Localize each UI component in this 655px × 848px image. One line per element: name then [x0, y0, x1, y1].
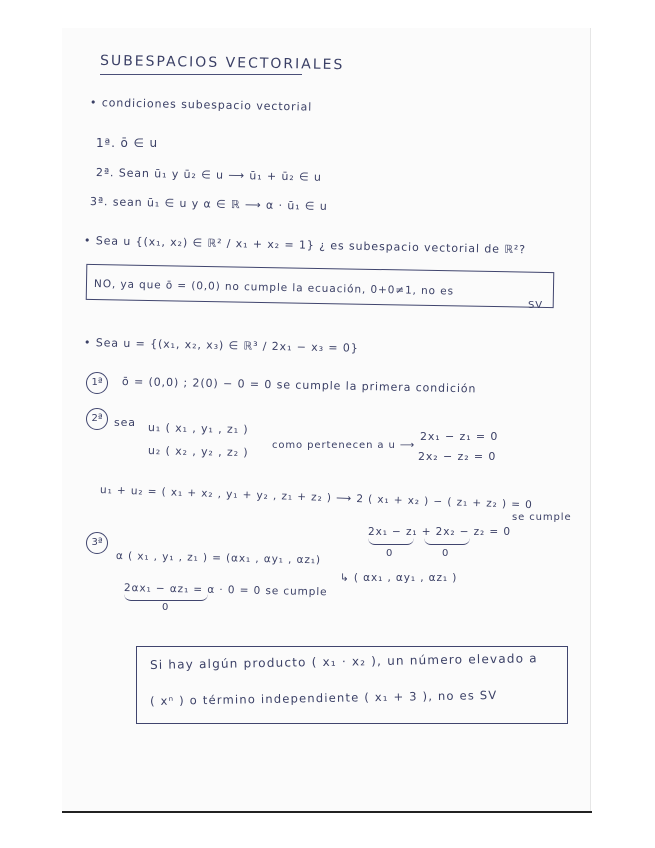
step2-sea: sea — [114, 416, 136, 429]
step2-cumple: se cumple — [512, 512, 572, 523]
step3-line2: ↳ ( αx₁ , αy₁ , αz₁ ) — [340, 572, 458, 584]
step1-text: ō = (0,0) ; 2(0) − 0 = 0 se cumple la primera condición — [121, 375, 477, 396]
example1-answer: NO, ya que ō = (0,0) no cumple la ecuación, 0+0≠1, no es — [93, 278, 455, 298]
page-bottom-edge — [62, 811, 592, 813]
step2-brace1 — [368, 538, 414, 545]
condition-1: 1ª. ō ∈ u — [96, 136, 159, 150]
step3-line1: α ( x₁ , y₁ , z₁ ) = (αx₁ , αy₁ , αz₁) — [115, 550, 322, 567]
step2-eq2: 2x₂ − z₂ = 0 — [418, 450, 497, 463]
step2-sum: u₁ + u₂ = ( x₁ + x₂ , y₁ + y₂ , z₁ + z₂ ) ⟶ 2 ( x₁ + x₂ ) − ( z₁ + z₂ ) = 0 — [99, 484, 533, 512]
step2-como: como pertenecen a u ⟶ — [272, 440, 416, 451]
page-title: SUBESPACIOS VECTORIALES — [99, 52, 345, 74]
step3-eq: 2αx₁ − αz₁ = α · 0 = 0 se cumple — [123, 582, 328, 599]
step2-u1: u₁ ( x₁ , y₁ , z₁ ) — [147, 421, 249, 437]
note-line-2: ( xⁿ ) o término independiente ( x₁ + 3 ), no es SV — [149, 687, 498, 708]
condition-2: 2ª. Sean ū₁ y ū₂ ∈ u ⟶ ū₁ + ū₂ ∈ u — [95, 166, 322, 184]
condition-3: 3ª. sean ū₁ ∈ u y α ∈ ℝ ⟶ α · ū₁ ∈ u — [89, 195, 328, 213]
example1-question: • Sea u {(x₁, x₂) ∈ ℝ² / x₁ + x₂ = 1} ¿ es subespacio vectorial de ℝ²? — [83, 234, 527, 257]
step2-brace2 — [424, 538, 470, 545]
title-underline — [100, 74, 302, 75]
step3-zero: 0 — [162, 602, 170, 613]
step2-zero1: 0 — [386, 548, 394, 559]
note-line-1: Si hay algún producto ( x₁ · x₂ ), un número elevado a — [149, 651, 538, 672]
step2-circle: 2ª — [86, 408, 108, 430]
step2-split: 2x₁ − z₁ + 2x₂ − z₂ = 0 — [368, 526, 511, 538]
step2-zero2: 0 — [442, 548, 450, 559]
step2-u2: u₂ ( x₂ , y₂ , z₂ ) — [147, 444, 249, 460]
step3-brace — [124, 594, 208, 601]
conditions-header: • condiciones subespacio vectorial — [89, 96, 313, 114]
example1-answer-sv: SV — [528, 300, 543, 311]
example2-definition: • Sea u = {(x₁, x₂, x₃) ∈ ℝ³ / 2x₁ − x₃ = 0} — [83, 336, 359, 355]
step2-eq1: 2x₁ − z₁ = 0 — [420, 430, 499, 443]
step1-circle: 1ª — [86, 372, 108, 394]
step3-circle: 3ª — [86, 532, 108, 554]
